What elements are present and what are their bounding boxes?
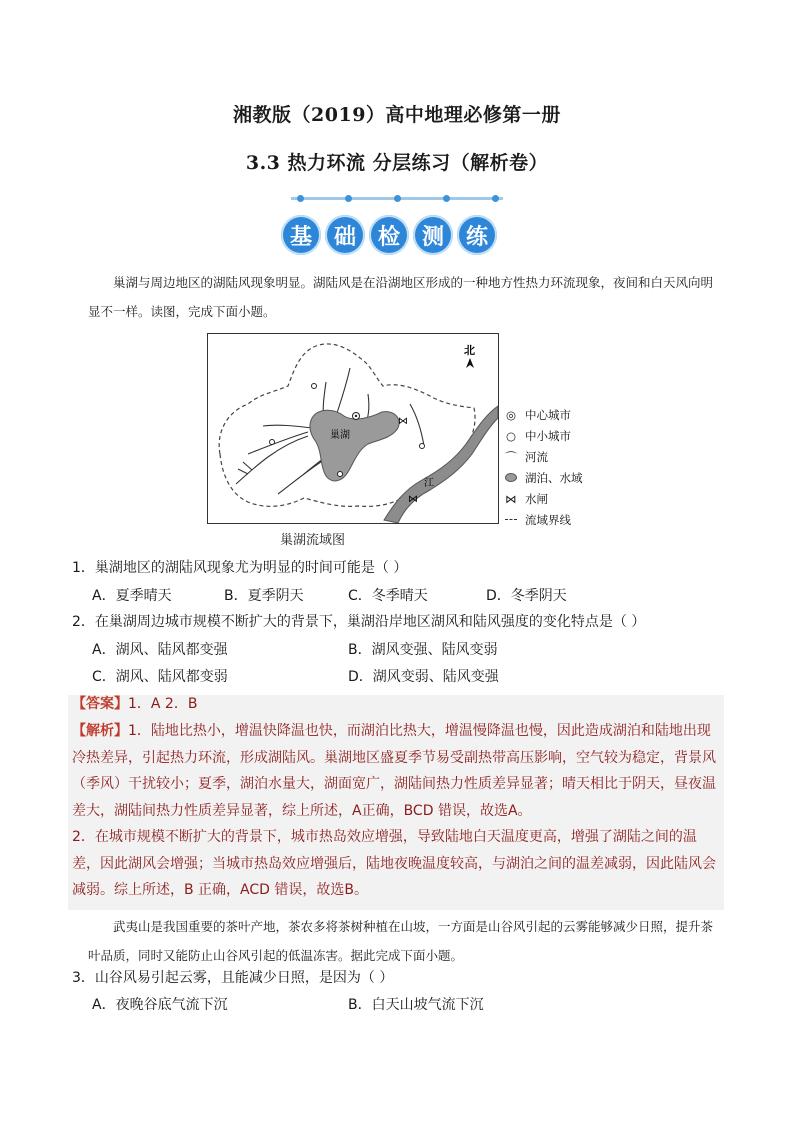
legend-sluice xyxy=(505,488,583,509)
north-label: 北 xyxy=(464,344,475,357)
map-graphic xyxy=(208,334,498,523)
legend-label: 水闸 xyxy=(525,491,548,506)
legend-river xyxy=(505,446,583,467)
legend-small-city xyxy=(505,425,583,446)
q1-option-c: C．冬季晴天 xyxy=(348,588,428,604)
north-arrow-icon xyxy=(466,358,474,368)
river xyxy=(336,368,350,416)
small-city xyxy=(338,472,343,477)
small-city-icon: ○ xyxy=(505,428,517,443)
question-2-stem: 2．在巢湖周边城市规模不断扩大的背景下，巢湖沿岸地区湖风和陆风强度的变化特点是（ ） xyxy=(72,614,646,630)
analysis-2: 2．在城市规模不断扩大的背景下，城市热岛效应增强，导致陆地白天温度更高，增强了湖陆之间的温差，因此湖风会增强；当城市热岛效应增强后，陆地夜晚温度较高，与湖泊之间的温差减弱，因此陆风会减弱。综上所述，B 正确，ACD 错误，故选B。 xyxy=(72,829,716,898)
small-city xyxy=(420,444,425,449)
document-subtitle: 3.3 热力环流 分层练习（解析卷） xyxy=(245,152,549,174)
legend-boundary xyxy=(505,509,583,530)
sluice-mark: ⋈ xyxy=(408,494,418,505)
section-banner xyxy=(281,215,497,255)
river xyxy=(278,460,324,494)
question-1-stem: 1．巢湖地区的湖陆风现象尤为明显的时间可能是（ ） xyxy=(72,560,408,576)
small-city xyxy=(312,384,317,389)
legend-label: 河流 xyxy=(525,449,548,464)
banner-char: 基 xyxy=(281,215,321,255)
q3-option-b: B．白天山坡气流下沉 xyxy=(348,997,484,1013)
banner-dot xyxy=(394,195,401,202)
river-label: 江 xyxy=(424,478,434,489)
q2-option-a: A．湖风、陆风都变强 xyxy=(92,642,228,658)
legend-label: 中心城市 xyxy=(525,407,571,422)
q2-option-d: D．湖风变弱、陆风变强 xyxy=(348,669,499,685)
banner-char: 练 xyxy=(457,215,497,255)
legend-center-city xyxy=(505,404,583,425)
river xyxy=(410,404,424,446)
river-icon: ⌒ xyxy=(505,449,517,464)
analysis-1-text: 1．陆地比热小，增温快降温也快，而湖泊比热大，增温慢降温也慢，因此造成湖泊和陆地出现冷热差异，引起热力环流，形成湖陆风。巢湖地区盛夏季节易受副热带高压影响，空气较为稳定，背景风（季风）干扰较小；夏季，湖泊水量大，湖面宽广，湖陆间热力性质差异显著；晴天相比于阴天，昼夜温差大，湖陆间热力性质差异显著，综上所述，A正确，BCD 错误，故选A。 xyxy=(72,723,716,819)
center-city-dot xyxy=(355,415,357,417)
banner-char: 测 xyxy=(413,215,453,255)
map-caption: 巢湖流域图 xyxy=(280,533,346,548)
sluice-mark: ⋈ xyxy=(398,416,408,427)
answer-tag: 【答案】 xyxy=(72,696,128,712)
analysis-1 xyxy=(72,718,720,824)
small-city xyxy=(270,440,275,445)
passage-intro: 巢湖与周边地区的湖陆风现象明显。湖陆风是在沿湖地区形成的一种地方性热力环流现象，夜间和白天风向明显不一样。读图，完成下面小题。 xyxy=(88,275,714,319)
q1-option-a: A．夏季晴天 xyxy=(92,588,172,604)
passage-wuyi: 武夷山是我国重要的茶叶产地，茶农多将茶树种植在山坡，一方面是山谷风引起的云雾能够减少日照，提升茶叶品质，同时又能防止山谷风引起的低温冻害。据此完成下面小题。 xyxy=(88,919,714,963)
river xyxy=(263,425,312,428)
legend-lake xyxy=(505,467,583,488)
q2-option-b: B．湖风变强、陆风变弱 xyxy=(348,642,498,658)
legend-label: 流域界线 xyxy=(525,512,571,527)
banner-char: 检 xyxy=(369,215,409,255)
banner-dot xyxy=(297,195,304,202)
sluice-icon: ⋈ xyxy=(505,491,517,506)
lake-label: 巢湖 xyxy=(330,430,350,441)
answer-line xyxy=(72,691,720,718)
boundary-icon xyxy=(505,519,517,520)
answer-values: 1．A 2．B xyxy=(128,696,198,712)
legend-label: 中小城市 xyxy=(525,428,571,443)
chaohu-basin-map xyxy=(207,333,499,524)
lake-icon xyxy=(505,473,517,482)
map-legend xyxy=(505,404,583,530)
banner-dot xyxy=(443,195,450,202)
center-city-icon: ◎ xyxy=(505,407,517,422)
q1-option-b: B．夏季阴天 xyxy=(224,588,304,604)
legend-label: 湖泊、水域 xyxy=(525,470,583,485)
q3-option-a: A．夜晚谷底气流下沉 xyxy=(92,997,228,1013)
banner-dot xyxy=(345,195,352,202)
banner-char: 础 xyxy=(325,215,365,255)
q2-option-c: C．湖风、陆风都变弱 xyxy=(92,669,228,685)
banner-dot xyxy=(492,195,499,202)
q1-option-d: D．冬季阴天 xyxy=(486,588,567,604)
question-3-stem: 3．山谷风易引起云雾，且能减少日照，是因为（ ） xyxy=(72,970,394,986)
document-title: 湘教版（2019）高中地理必修第一册 xyxy=(233,104,561,126)
analysis-tag: 【解析】 xyxy=(72,723,128,739)
lake-chaohu xyxy=(310,410,399,481)
